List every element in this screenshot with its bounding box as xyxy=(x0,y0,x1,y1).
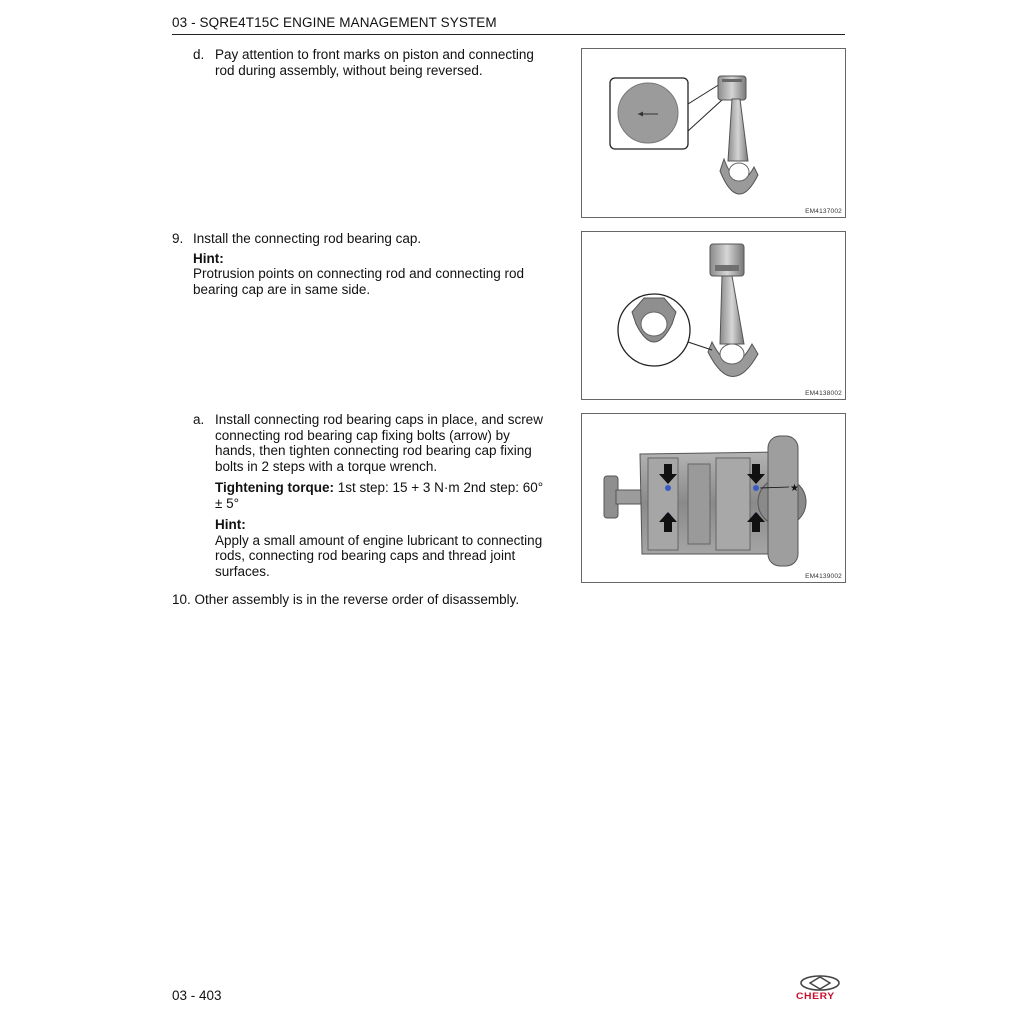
figure-code-3: EM4139002 xyxy=(805,573,842,580)
svg-text:★: ★ xyxy=(790,483,799,494)
step-10 xyxy=(172,592,519,608)
step-a-line-4: bolts in 2 steps with a torque wrench. xyxy=(215,458,438,474)
torque-label: Tightening torque: xyxy=(215,480,334,495)
step-9-text: Install the connecting rod bearing cap. xyxy=(193,231,422,246)
torque-value: 1st step: 15 + 3 N·m 2nd step: 60° xyxy=(333,480,544,495)
step-10-text: Other assembly is in the reverse order of disassembly. xyxy=(194,592,520,607)
step-a-hint-line-2: rods, connecting rod bearing caps and thread joint xyxy=(215,548,516,563)
header-rule xyxy=(172,34,845,35)
step-d-line-2: rod during assembly, without being reversed. xyxy=(215,62,483,78)
rod-cap-illustration xyxy=(582,232,845,399)
brand-name: CHERY xyxy=(796,991,835,1001)
step-a-hint-line-1: Apply a small amount of engine lubricant to connecting xyxy=(215,532,543,548)
step-9-hint-line-2: bearing cap are in same side. xyxy=(193,281,371,297)
step-9-marker: 9. xyxy=(172,231,184,246)
step-a-marker: a. xyxy=(193,412,205,427)
step-d-marker: d. xyxy=(193,47,205,62)
step-a-line-1: Install connecting rod bearing caps in place, and screw xyxy=(215,412,543,427)
figure-code-2: EM4138002 xyxy=(805,390,842,397)
figure-piston-front-mark xyxy=(581,48,846,218)
figure-crankshaft-bolts xyxy=(581,413,846,583)
step-a-hint-line-3: surfaces. xyxy=(215,563,270,579)
step-d-line-1: Pay attention to front marks on piston and connecting xyxy=(215,47,534,62)
step-a-line-2: connecting rod bearing cap fixing bolts (arrow) by xyxy=(215,427,510,443)
figure-rod-cap-protrusion xyxy=(581,231,846,400)
crankshaft-illustration xyxy=(582,414,845,582)
figure-code-1: EM4137002 xyxy=(805,208,842,215)
step-a-line-3: hands, then tighten connecting rod bearing cap fixing xyxy=(215,443,532,458)
piston-rod-illustration xyxy=(582,49,845,217)
page-header-title: 03 - SQRE4T15C ENGINE MANAGEMENT SYSTEM xyxy=(172,15,497,30)
step-10-marker: 10. xyxy=(172,592,191,607)
torque-value-2: ± 5° xyxy=(215,495,240,511)
step-9-hint-line-1: Protrusion points on connecting rod and connecting rod xyxy=(193,266,524,281)
step-a-torque xyxy=(215,480,543,496)
step-9-hint-label: Hint: xyxy=(193,250,224,266)
page-number: 03 - 403 xyxy=(172,988,222,1003)
step-a-hint-label: Hint: xyxy=(215,517,246,532)
